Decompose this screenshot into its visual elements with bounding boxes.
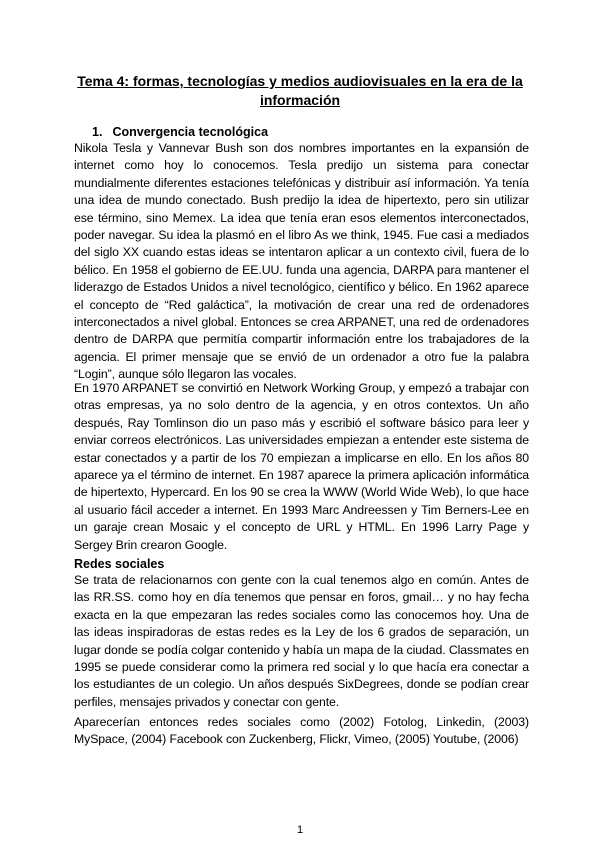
document-title: Tema 4: formas, tecnologías y medios audiovisuales en la era de la información — [77, 73, 523, 108]
paragraph-redes-2: Aparecerían entonces redes sociales como (2002) Fotolog, Linkedin, (2003) MySpace, (2004) Facebook con Zuckenberg, Flickr, Vimeo, (2005) Youtube, (2006) — [74, 715, 529, 747]
paragraph-convergencia-2: En 1970 ARPANET se convirtió en Network Working Group, y empezó a trabajar con otras empresas, ya no solo dentro de la agencia, y en otros contextos. Un año después, Ray Tomlinson dio un paso más y escribió el software básico para leer y enviar correos electrónicos. Las universidades empiezan a entender este sistema de estar conectados y a partir de los 70 empiezan a implicarse en ello. En los años 80 aparece ya el término de internet. En 1987 aparece la primera aplicación informática de hipertexto, Hypercard. En los 90 se crea la WWW (World Wide Web), lo que hace al usuario fácil acceder a internet. En 1993 Marc Andreessen y Tim Berners-Lee en un garaje crean Mosaic y el concepto de URL y HTML. En 1996 Larry Page y Sergey Brin crearon Google. — [74, 381, 529, 552]
paragraph-convergencia-1: Nikola Tesla y Vannevar Bush son dos nombres importantes en la expansión de internet como hoy lo conocemos. Tesla predijo un sistema para conectar mundialmente diferentes estaciones telefónicas y distribuir así información. Ya tenía una idea de mundo conectado. Bush predijo la idea de hipertexto, pero sin utilizar ese término, sino Memex. La idea que tenía eran esos elementos interconectados, poder navegar. Su idea la plasmó en el libro As we think, 1945. Fue casi a mediados del siglo XX cuando estas ideas se intentaron aplicar a un contexto civil, fuera de lo bélico. En 1958 el gobierno de EE.UU. funda una agencia, DARPA para mantener el liderazgo de Estados Unidos a nivel tecnológico, científico y bélico. En 1962 aparece el concepto de “Red galáctica”, la motivación de crear una red de ordenadores interconectados a nivel global. Entonces se crea ARPANET, una red de ordenadores dentro de DARPA que permitía compartir información entre los trabajadores de la agencia. El primer mensaje que se envió de un ordenador a otro fue la palabra “Login”, aunque sólo llegaron las vocales. — [74, 141, 529, 382]
page-number: 1 — [296, 824, 304, 836]
section-heading-text: Convergencia tecnológica — [112, 125, 269, 139]
section-heading-redes-sociales: Redes sociales — [74, 557, 165, 571]
section-heading-convergencia — [92, 124, 268, 141]
paragraph-redes-1: Se trata de relacionarnos con gente con la cual tenemos algo en común. Antes de las RR.SS. como hoy en día tenemos que pensar en foros, gmail… y no hay fecha exacta en la que empezaran las redes sociales como las conocemos hoy. Una de las ideas inspiradoras de estas redes es la Ley de los 6 grados de separación, un lugar donde se podía colgar contenido y había un mapa de la ciudad. Classmates en 1995 se puede considerar como la primera red social y lo que hacía era conectar a los estudiantes de un colegio. Un años después SixDegrees, donde se podían crear perfiles, mensajes privados y conectar con gente. — [74, 573, 529, 709]
section-number: 1. — [92, 125, 103, 139]
